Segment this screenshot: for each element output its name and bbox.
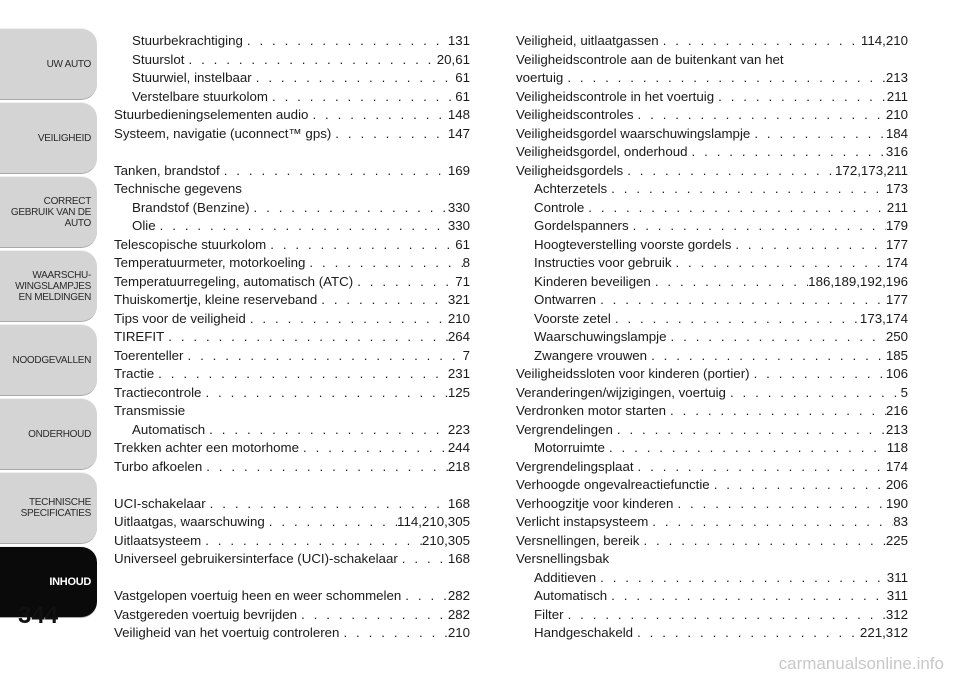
- entry-page-ref: 223: [447, 421, 470, 437]
- dot-leader: [714, 88, 887, 107]
- index-entry[interactable]: [516, 236, 908, 255]
- index-entry[interactable]: [114, 88, 470, 107]
- index-entry[interactable]: [516, 125, 908, 144]
- entry-label: Motorruimte: [534, 440, 605, 455]
- dot-leader: [183, 347, 462, 366]
- section-gap: [114, 476, 470, 495]
- dot-leader: [265, 513, 397, 532]
- dot-leader: [317, 291, 448, 310]
- dot-leader: [246, 310, 448, 329]
- tab-waarschu-wingslampjes-en-meldingen[interactable]: [0, 250, 97, 322]
- entry-page-ref: 125: [447, 384, 470, 400]
- entry-page-ref: 106: [885, 366, 908, 381]
- dot-leader: [154, 365, 448, 384]
- index-entry[interactable]: [516, 328, 908, 347]
- entry-page-ref: 174: [885, 255, 908, 270]
- entry-label: Universeel gebruikersinterface (UCI)-schakelaar: [114, 551, 398, 566]
- entry-page-ref: 210,305: [421, 532, 470, 548]
- entry-label: Stuurbekrachtiging: [132, 33, 243, 48]
- entry-label: Vastgelopen voertuig heen en weer schommelen: [114, 588, 402, 603]
- index-entry[interactable]: [516, 347, 908, 366]
- index-entry[interactable]: [114, 310, 470, 329]
- entry-label: Vergrendelingsplaat: [516, 458, 634, 474]
- dot-leader: [726, 384, 901, 403]
- entry-page-ref: 250: [885, 329, 908, 344]
- entry-page-ref: 213: [885, 421, 908, 437]
- dot-leader: [164, 328, 448, 347]
- dot-leader: [564, 606, 886, 625]
- dot-leader: [339, 624, 447, 643]
- entry-page-ref: 231: [447, 366, 470, 381]
- entry-page-ref: 218: [447, 458, 470, 474]
- entry-label: Veiligheid, uitlaatgassen: [516, 33, 659, 48]
- entry-label: Vastgereden voertuig bevrijden: [114, 606, 298, 622]
- dot-leader: [202, 458, 448, 477]
- dot-leader: [308, 106, 447, 125]
- dot-leader: [623, 162, 835, 181]
- index-entry[interactable]: [114, 513, 470, 532]
- index-entry[interactable]: [114, 106, 470, 125]
- entry-page-ref: 330: [447, 199, 470, 215]
- entry-page-ref: 210: [447, 310, 470, 326]
- index-entry[interactable]: [516, 532, 908, 551]
- tab-label: WAARSCHU-WINGSLAMPJES EN MELDINGEN: [15, 269, 91, 303]
- entry-page-ref: 221,312: [859, 625, 908, 640]
- index-entry[interactable]: [516, 439, 908, 458]
- dot-leader: [673, 495, 885, 514]
- dot-leader: [605, 439, 887, 458]
- entry-page-ref: 118: [886, 440, 908, 455]
- dot-leader: [639, 532, 885, 551]
- index-entry[interactable]: [516, 291, 908, 310]
- entry-page-ref: 5: [900, 384, 908, 400]
- entry-page-ref: 311: [886, 569, 908, 585]
- entry-label: Toerenteller: [114, 347, 184, 363]
- entry-label: Veiligheidssloten voor kinderen (portier): [516, 366, 750, 381]
- entry-label: Tips voor de veiligheid: [114, 310, 246, 326]
- dot-leader: [688, 143, 886, 162]
- entry-label: Telescopische stuurkolom: [114, 236, 267, 252]
- dot-leader: [250, 199, 448, 218]
- index-entry[interactable]: [114, 624, 470, 643]
- tab-label: VEILIGHEID: [37, 132, 91, 144]
- entry-page-ref: 282: [447, 606, 470, 622]
- entry-page-ref: 177: [885, 292, 908, 307]
- dot-leader: [331, 125, 448, 144]
- dot-leader: [156, 217, 448, 236]
- entry-label: voertuig: [516, 70, 564, 85]
- index-entry[interactable]: [516, 143, 908, 162]
- entry-label: Waarschuwingslampje: [534, 329, 667, 344]
- entry-label: Versnellingen, bereik: [516, 532, 640, 548]
- index-heading: Transmissie: [114, 403, 186, 418]
- entry-page-ref: 190: [885, 495, 908, 511]
- index-entry[interactable]: [114, 550, 470, 569]
- index-entry[interactable]: [114, 439, 470, 458]
- entry-page-ref: 210: [885, 107, 908, 122]
- index-entry[interactable]: [516, 402, 908, 421]
- dot-leader: [667, 328, 886, 347]
- entry-label: Stuurwiel, instelbaar: [132, 70, 252, 85]
- dot-leader: [206, 495, 448, 514]
- dot-leader: [401, 587, 448, 606]
- entry-label: Uitlaatgas, waarschuwing: [114, 514, 265, 529]
- dot-leader: [205, 421, 448, 440]
- entry-page-ref: 311: [886, 588, 908, 603]
- index-entry[interactable]: [114, 421, 470, 440]
- entry-page-ref: 174: [885, 458, 908, 474]
- tab-label: UW AUTO: [46, 58, 91, 70]
- dot-leader: [607, 180, 886, 199]
- entry-label: Automatisch: [534, 588, 608, 603]
- section-gap: [114, 569, 470, 588]
- tab-technische-specificaties[interactable]: [0, 472, 97, 544]
- dot-leader: [634, 106, 886, 125]
- entry-page-ref: 173,174: [859, 310, 908, 326]
- dot-leader: [596, 569, 887, 588]
- index-entry[interactable]: [516, 587, 908, 606]
- entry-label: Veiligheid van het voertuig controleren: [114, 625, 340, 640]
- index-entry[interactable]: [516, 495, 908, 514]
- tab-label: INHOUD: [49, 575, 91, 588]
- index-entry[interactable]: [516, 384, 908, 403]
- entry-label: Stuurslot: [132, 51, 185, 67]
- entry-label: Veiligheidscontrole in het voertuig: [516, 88, 715, 104]
- index-entry[interactable]: [114, 273, 470, 292]
- dot-leader: [611, 310, 860, 329]
- index-entry[interactable]: [516, 569, 908, 588]
- entry-page-ref: 169: [447, 162, 470, 178]
- entry-page-ref: 184: [885, 125, 908, 141]
- index-entry[interactable]: [516, 624, 908, 643]
- entry-label: Vergrendelingen: [516, 421, 613, 437]
- entry-label: Temperatuurmeter, motorkoeling: [114, 255, 306, 270]
- entry-label: Instructies voor gebruik: [534, 255, 672, 270]
- entry-label: Trekken achter een motorhome: [114, 440, 300, 455]
- entry-page-ref: 330: [447, 218, 470, 233]
- index-entry[interactable]: [114, 291, 470, 310]
- dot-leader: [710, 476, 886, 495]
- entry-label: Verstelbare stuurkolom: [132, 88, 268, 104]
- entry-page-ref: 61: [455, 88, 470, 104]
- dot-leader: [750, 125, 886, 144]
- entry-page-ref: 206: [885, 477, 908, 492]
- entry-page-ref: 312: [885, 606, 908, 622]
- section-gap: [114, 143, 470, 162]
- dot-leader: [666, 402, 886, 421]
- index-entry[interactable]: [114, 347, 470, 366]
- dot-leader: [201, 532, 422, 551]
- index-entry[interactable]: [516, 310, 908, 329]
- index-entry[interactable]: [114, 384, 470, 403]
- index-entry[interactable]: [114, 125, 470, 144]
- index-entry[interactable]: [114, 532, 470, 551]
- section-tab-sidebar: [0, 28, 98, 620]
- entry-page-ref: 172,173,211: [835, 162, 908, 178]
- tab-noodgevallen[interactable]: [0, 324, 97, 396]
- index-entry[interactable]: [114, 328, 470, 347]
- entry-label: TIREFIT: [114, 329, 165, 344]
- entry-page-ref: 131: [447, 33, 470, 48]
- dot-leader: [613, 421, 886, 440]
- dot-leader: [584, 199, 887, 218]
- entry-label: Tanken, brandstof: [114, 162, 220, 178]
- entry-page-ref: 179: [885, 218, 908, 233]
- page-number: 344: [18, 602, 59, 629]
- index-entry[interactable]: [114, 32, 470, 51]
- entry-page-ref: 147: [447, 125, 470, 141]
- entry-label: Veiligheidscontroles: [516, 107, 634, 122]
- index-entry[interactable]: [114, 162, 470, 181]
- entry-page-ref: 168: [447, 495, 470, 511]
- entry-page-ref: 61: [455, 70, 470, 85]
- entry-page-ref: 71: [455, 273, 470, 289]
- entry-page-ref: 244: [447, 440, 470, 455]
- entry-label: Turbo afkoelen: [114, 458, 203, 474]
- entry-label: Automatisch: [132, 421, 206, 437]
- index-entry[interactable]: [114, 199, 470, 218]
- entry-page-ref: 186,189,192,196: [808, 273, 908, 289]
- entry-page-ref: 168: [447, 551, 470, 566]
- tab-veiligheid[interactable]: [0, 102, 97, 174]
- dot-leader: [629, 217, 886, 236]
- dot-leader: [184, 51, 436, 70]
- index-entry[interactable]: [516, 421, 908, 440]
- index-entry[interactable]: [516, 606, 908, 625]
- index-entry[interactable]: [516, 180, 908, 199]
- index-entry[interactable]: [114, 587, 470, 606]
- entry-label: Veiligheidsgordels: [516, 162, 624, 178]
- dot-leader: [596, 291, 886, 310]
- entry-label: Achterzetels: [534, 181, 608, 196]
- entry-label: Filter: [534, 606, 564, 622]
- index-entry[interactable]: [516, 273, 908, 292]
- tab-label: TECHNISCHE SPECIFICATIES: [20, 497, 91, 519]
- dot-leader: [647, 347, 886, 366]
- index-entry[interactable]: [516, 162, 908, 181]
- dot-leader: [268, 88, 455, 107]
- watermark: carmanualsonline.info: [778, 654, 944, 673]
- index-entry[interactable]: [114, 254, 470, 273]
- entry-label: Brandstof (Benzine): [132, 199, 250, 215]
- dot-leader: [633, 624, 860, 643]
- entry-page-ref: 61: [455, 236, 470, 252]
- entry-label: UCI-schakelaar: [114, 495, 206, 511]
- entry-label: Additieven: [534, 569, 597, 585]
- dot-leader: [252, 69, 455, 88]
- index-entry[interactable]: [114, 236, 470, 255]
- index-entry[interactable]: [516, 365, 908, 384]
- index-entry[interactable]: [114, 365, 470, 384]
- entry-label: Uitlaatsysteem: [114, 532, 202, 548]
- entry-label: Verhoogde ongevalreactiefunctie: [516, 477, 710, 492]
- index-entry[interactable]: [516, 199, 908, 218]
- entry-page-ref: 321: [447, 292, 470, 307]
- dot-leader: [305, 254, 462, 273]
- dot-leader: [750, 365, 886, 384]
- entry-label: Veranderingen/wijzigingen, voertuig: [516, 384, 726, 400]
- dot-leader: [299, 439, 448, 458]
- entry-label: Olie: [132, 218, 156, 233]
- entry-page-ref: 211: [886, 88, 908, 104]
- entry-page-ref: 173: [885, 181, 908, 196]
- entry-page-ref: 148: [447, 107, 470, 122]
- entry-page-ref: 114,210,305: [397, 514, 470, 529]
- index-entry[interactable]: [516, 458, 908, 477]
- entry-page-ref: 316: [885, 144, 908, 159]
- entry-label: Voorste zetel: [534, 310, 611, 326]
- tab-onderhoud[interactable]: [0, 398, 97, 470]
- entry-label: Tractie: [114, 366, 155, 381]
- entry-page-ref: 83: [893, 514, 908, 529]
- entry-label: Handgeschakeld: [534, 625, 634, 640]
- entry-page-ref: 213: [885, 70, 908, 85]
- entry-page-ref: 7: [462, 347, 470, 363]
- index-entry[interactable]: [516, 254, 908, 273]
- index-entry[interactable]: [516, 513, 908, 532]
- entry-page-ref: 20,61: [436, 51, 470, 67]
- entry-page-ref: 185: [885, 347, 908, 363]
- entry-label: Veiligheidsgordel waarschuwingslampje: [516, 125, 751, 141]
- dot-leader: [243, 32, 448, 51]
- index-column-left: [114, 32, 470, 643]
- index-column-right: [516, 32, 908, 643]
- dot-leader: [220, 162, 448, 181]
- tab-label: ONDERHOUD: [28, 428, 91, 440]
- entry-page-ref: 216: [885, 403, 908, 418]
- entry-label: Thuiskomertje, kleine reserveband: [114, 292, 318, 307]
- dot-leader: [398, 550, 448, 569]
- entry-label: Veiligheidsgordel, onderhoud: [516, 144, 688, 159]
- entry-page-ref: 8: [462, 255, 470, 270]
- tab-label: NOODGEVALLEN: [12, 354, 91, 366]
- entry-label: Ontwarren: [534, 292, 597, 307]
- dot-leader: [651, 273, 808, 292]
- dot-leader: [297, 606, 448, 625]
- dot-leader: [563, 69, 886, 88]
- dot-leader: [731, 236, 885, 255]
- dot-leader: [353, 273, 455, 292]
- index-heading: Veiligheidscontrole aan de buitenkant van het: [516, 51, 784, 67]
- index-entry[interactable]: [516, 32, 908, 51]
- index-entry[interactable]: [114, 51, 470, 70]
- dot-leader: [659, 32, 861, 51]
- tab-correct-gebruik-van-de-auto[interactable]: [0, 176, 97, 248]
- entry-label: Systeem, navigatie (uconnect™ gps): [114, 125, 332, 141]
- dot-leader: [634, 458, 886, 477]
- dot-leader: [201, 384, 447, 403]
- dot-leader: [607, 587, 887, 606]
- index-entry[interactable]: [516, 106, 908, 125]
- index-entry[interactable]: [516, 69, 908, 88]
- entry-label: Verhoogzitje voor kinderen: [516, 495, 674, 511]
- entry-label: Gordelspanners: [534, 218, 629, 233]
- index-entry[interactable]: [114, 458, 470, 477]
- entry-label: Zwangere vrouwen: [534, 347, 648, 363]
- index-entry[interactable]: [516, 217, 908, 236]
- index-entry[interactable]: [114, 69, 470, 88]
- index-entry[interactable]: [114, 217, 470, 236]
- entry-label: Controle: [534, 199, 585, 215]
- entry-label: Verdronken motor starten: [516, 403, 667, 418]
- entry-page-ref: 210: [447, 625, 470, 640]
- index-entry[interactable]: [114, 606, 470, 625]
- index-entry[interactable]: [516, 476, 908, 495]
- dot-leader: [266, 236, 455, 255]
- entry-page-ref: 282: [447, 588, 470, 603]
- entry-page-ref: 225: [885, 532, 908, 548]
- entry-page-ref: 264: [447, 329, 470, 344]
- index-heading: Technische gegevens: [114, 181, 242, 196]
- dot-leader: [648, 513, 893, 532]
- entry-label: Temperatuurregeling, automatisch (ATC): [114, 273, 354, 289]
- entry-label: Kinderen beveiligen: [534, 273, 651, 289]
- entry-page-ref: 177: [885, 236, 908, 252]
- index-entry[interactable]: [516, 88, 908, 107]
- dot-leader: [671, 254, 885, 273]
- entry-label: Verlicht instapsysteem: [516, 514, 649, 529]
- entry-label: Stuurbedieningselementen audio: [114, 107, 309, 122]
- entry-label: Tractiecontrole: [114, 384, 202, 400]
- entry-page-ref: 114,210: [860, 33, 908, 48]
- entry-page-ref: 211: [886, 199, 908, 215]
- index-heading: Versnellingsbak: [516, 551, 610, 566]
- tab-uw-auto[interactable]: [0, 28, 97, 100]
- index-entry[interactable]: [114, 495, 470, 514]
- entry-label: Hoogteverstelling voorste gordels: [534, 236, 732, 252]
- tab-label: CORRECT GEBRUIK VAN DE AUTO: [10, 195, 91, 229]
